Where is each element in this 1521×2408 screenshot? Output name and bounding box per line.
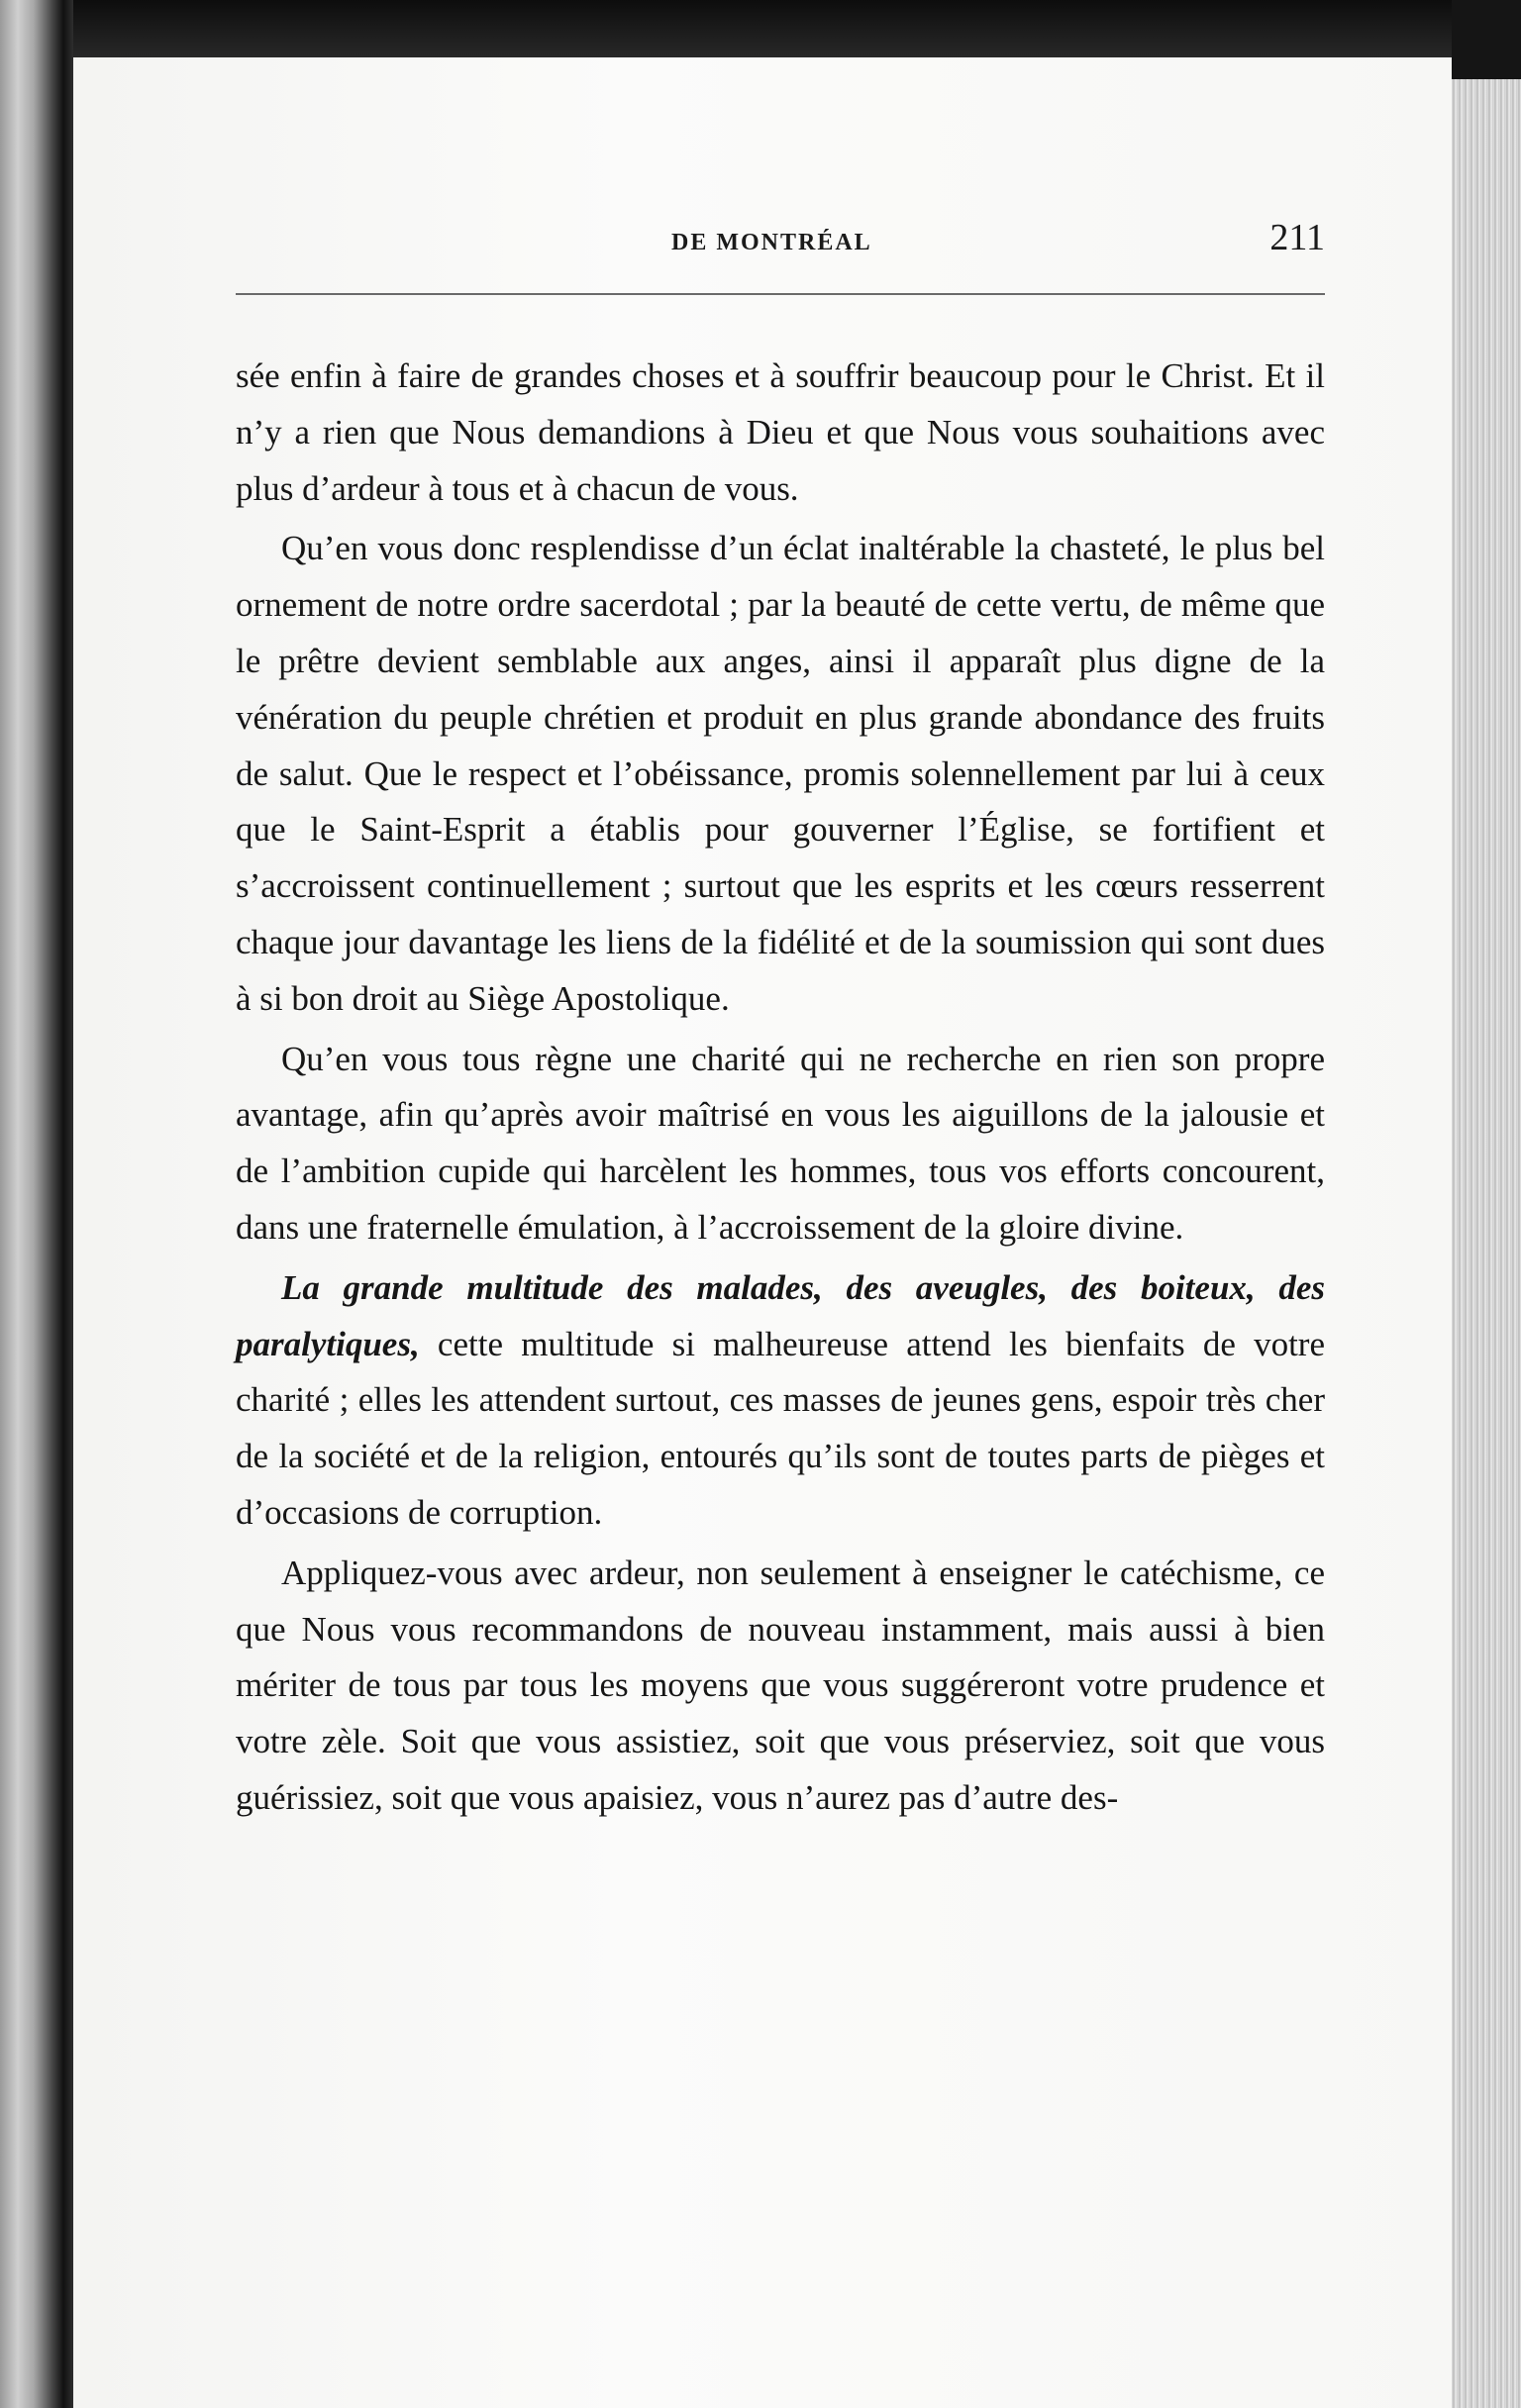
running-head: DE MONTRÉAL bbox=[671, 230, 872, 255]
paragraph-3: Qu’en vous tous règne une charité qui ne recherche en rien son propre avantage, afin qu’après avoir maîtrisé en vous les aiguillons de la jalousie et de l’ambition cupide qui harcèlent les hommes, tous vos efforts concourent, dans une fraternelle émulation, à l’accroissement de la gloire divine. bbox=[236, 1039, 1325, 1247]
paragraph-1: sée enfin à faire de grandes choses et à souffrir beaucoup pour le Christ. Et il n’y a rien que Nous demandions à Dieu et que Nous vous souhaitions avec plus d’ardeur à tous et à chacun de vous. bbox=[236, 356, 1325, 508]
paragraph-4 bbox=[236, 1260, 1325, 1542]
page-header bbox=[236, 212, 1325, 271]
paragraph-4-italic-quote: La grande multitude des malades, des aveugles, des boiteux, des paralytiques, bbox=[236, 1267, 1325, 1363]
paragraph-5: Appliquez-vous avec ardeur, non seulement à enseigner le catéchisme, ce que Nous vous recommandons de nouveau instamment, mais aussi à bien mériter de tous par tous les moyens que vous suggéreront votre prudence et votre zèle. Soit que vous assistiez, soit que vous préserviez, soit que vous guérissiez, soit que vous apaisiez, vous n’aurez pas d’autre des- bbox=[236, 1553, 1325, 1817]
paragraph-2: Qu’en vous donc resplendisse d’un éclat inaltérable la chasteté, le plus bel ornement de notre ordre sacerdotal ; par la beauté de cette vertu, de même que le prêtre devient semblable aux anges, ainsi il apparaît plus digne de la vénération du peuple chrétien et produit en plus grande abondance des fruits de salut. Que le respect et l’obéissance, promis solennellement par lui à ceux que le Saint-Esprit a établis pour gouverner l’Église, se fortifient et s’accroissent continuellement ; surtout que les esprits et les cœurs resserrent chaque jour davantage les liens de la fidélité et de la soumission qui sont dues à si bon droit au Siège Apostolique. bbox=[236, 529, 1325, 1018]
header-rule bbox=[236, 293, 1325, 295]
page-number: 211 bbox=[1269, 217, 1325, 258]
page-stack-edge bbox=[1452, 0, 1521, 2408]
scan-top-border bbox=[0, 0, 1521, 61]
book-binding-edge bbox=[0, 0, 73, 2408]
body-text bbox=[236, 349, 1325, 1831]
scan-corner-shadow bbox=[1452, 0, 1521, 79]
paragraph-4-text: cette multitude si malheureuse attend les bienfaits de votre charité ; elles les attendent surtout, ces masses de jeunes gens, espoir très cher de la société et de la religion, entourés qu’ils sont de toutes parts de pièges et d’occasions de corruption. bbox=[236, 1324, 1325, 1532]
